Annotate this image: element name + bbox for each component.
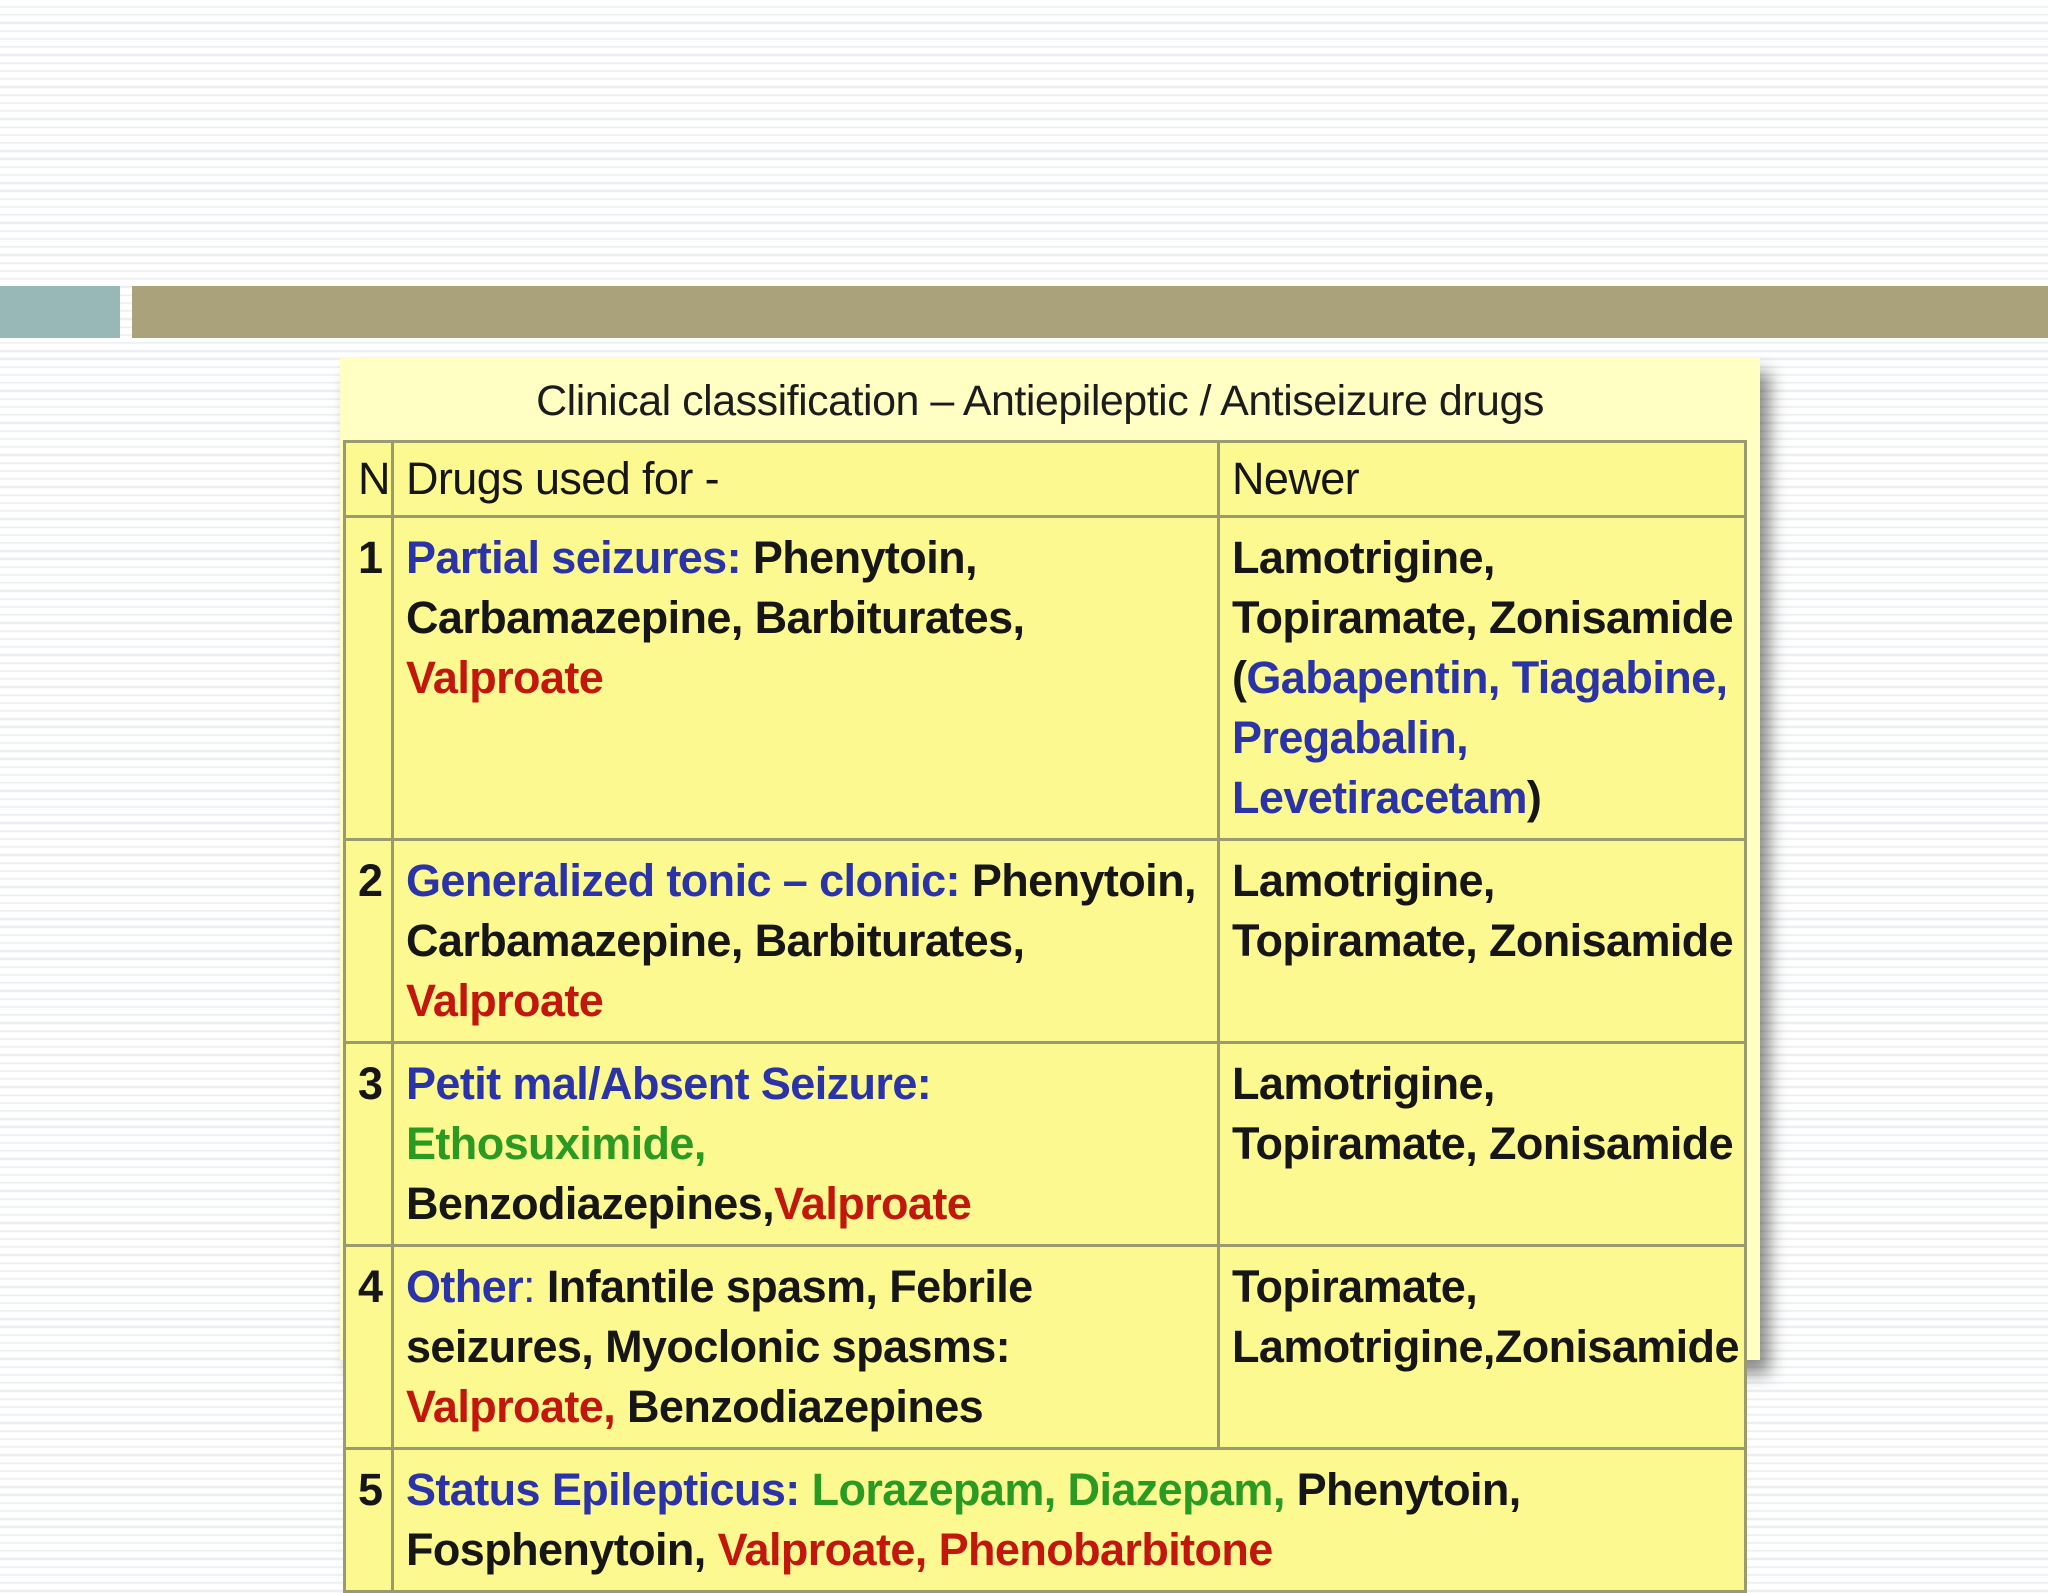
newer-drugs-cell xyxy=(1219,1043,1746,1246)
newer-drug-list: Lamotrigine, Topiramate, Zonisamide xyxy=(1232,1058,1734,1169)
table-row xyxy=(345,840,1746,1043)
accent-bar-left xyxy=(0,286,120,338)
row-number: 1 xyxy=(345,517,393,840)
drug-list: Phenytoin, Carbamazepine, Barbiturates, xyxy=(406,855,1196,966)
drugs-cell xyxy=(393,1043,1219,1246)
classification-table-panel xyxy=(340,358,1760,1575)
drug-list: Infantile spasm, Febrile seizures, Myoclonic spasms: xyxy=(406,1261,1033,1372)
newer-drugs-cell xyxy=(1219,840,1746,1043)
drug-list-after: Benzodiazepines xyxy=(615,1381,984,1432)
newer-drug-close: ) xyxy=(1526,772,1542,823)
drug-list: Phenytoin, Carbamazepine, Barbiturates, xyxy=(406,532,1025,643)
drug-list: Benzodiazepines, xyxy=(406,1178,774,1229)
newer-drugs-cell xyxy=(1219,517,1746,840)
table-row xyxy=(345,1043,1746,1246)
drug-highlight-red: Valproate xyxy=(406,652,604,703)
newer-drug-highlight-blue: Gabapentin, Tiagabine, Pregabalin, Levetiracetam xyxy=(1232,652,1728,823)
drugs-cell-wide xyxy=(393,1449,1746,1592)
newer-drug-list: Lamotrigine, Topiramate, Zonisamide xyxy=(1232,855,1734,966)
row-number: 3 xyxy=(345,1043,393,1246)
antiepileptic-drugs-table xyxy=(343,440,1747,1593)
table-row xyxy=(345,1246,1746,1449)
row-number: 4 xyxy=(345,1246,393,1449)
newer-drugs-cell xyxy=(1219,1246,1746,1449)
row-number: 5 xyxy=(345,1449,393,1592)
table-header-row xyxy=(345,442,1746,517)
drug-highlight-red: Valproate, xyxy=(406,1381,616,1432)
newer-drug-line-2: Lamotrigine,Zonisamide xyxy=(1232,1321,1739,1372)
table-title: Clinical classification – Antiepileptic / Antiseizure drugs xyxy=(536,377,1544,425)
drug-highlight-red: Valproate xyxy=(406,975,604,1026)
drugs-cell xyxy=(393,840,1219,1043)
accent-bar-right xyxy=(132,286,2048,338)
seizure-category: Partial seizures: xyxy=(406,532,741,583)
table-row xyxy=(345,517,1746,840)
drug-highlight-green: Lorazepam, Diazepam, xyxy=(799,1464,1285,1515)
seizure-category: Generalized tonic – clonic: xyxy=(406,855,960,906)
seizure-category-colon: : xyxy=(523,1261,535,1312)
drug-highlight-green: Ethosuximide, xyxy=(406,1118,706,1169)
newer-drug-line-1: Topiramate, xyxy=(1232,1261,1478,1312)
header-drugs-used-for: Drugs used for - xyxy=(393,442,1219,517)
seizure-category: Other xyxy=(406,1261,524,1312)
seizure-category: Petit mal/Absent Seizure: xyxy=(406,1058,932,1109)
drugs-cell xyxy=(393,517,1219,840)
header-newer: Newer xyxy=(1219,442,1746,517)
header-n: N xyxy=(345,442,393,517)
drug-list: Phenytoin, Fosphenytoin, xyxy=(406,1464,1521,1575)
newer-drug-list: Lamotrigine, Topiramate, Zonisamide ( xyxy=(1232,532,1734,703)
table-row xyxy=(345,1449,1746,1592)
row-number: 2 xyxy=(345,840,393,1043)
drug-highlight-red: Valproate xyxy=(773,1178,972,1229)
seizure-category: Status Epilepticus: xyxy=(406,1464,800,1515)
drugs-cell xyxy=(393,1246,1219,1449)
drug-highlight-red: Valproate, Phenobarbitone xyxy=(717,1524,1273,1575)
